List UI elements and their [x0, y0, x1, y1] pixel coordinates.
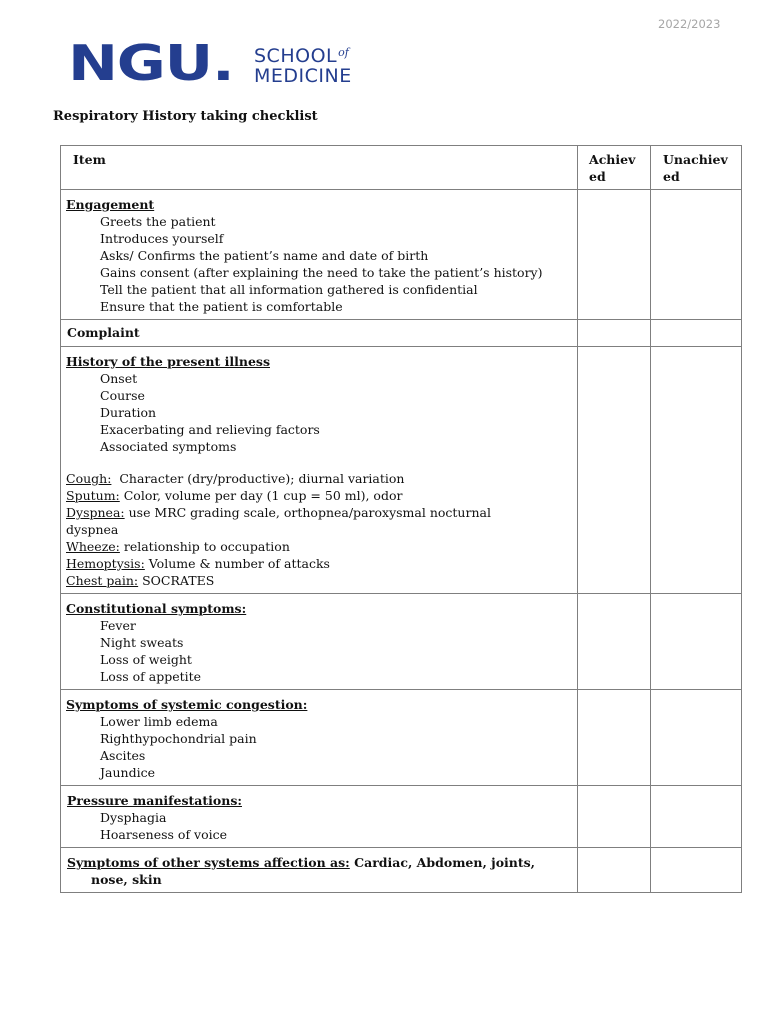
achieved-checkbox-cell[interactable] — [578, 690, 651, 786]
document-title: Respiratory History taking checklist — [53, 109, 318, 124]
achieved-checkbox-cell[interactable] — [578, 347, 651, 594]
logo-ngu-wordmark: NGU. — [68, 35, 234, 92]
unachieved-checkbox-cell[interactable] — [651, 190, 742, 320]
detail-text: SOCRATES — [138, 573, 215, 588]
unachieved-column-header: Unachiev ed — [651, 146, 742, 190]
list-item: Asks/ Confirms the patient’s name and date of birth — [100, 248, 429, 263]
logo-medicine: MEDICINE — [254, 65, 352, 87]
achieved-checkbox-cell[interactable] — [578, 190, 651, 320]
detail-item — [66, 572, 573, 589]
list-item: Hoarseness of voice — [100, 827, 228, 842]
unachieved-checkbox-cell[interactable] — [651, 848, 742, 893]
list-item: Associated symptoms — [100, 439, 237, 454]
unachieved-checkbox-cell[interactable] — [651, 690, 742, 786]
table-row-history-present-illness — [61, 347, 742, 594]
section-heading-complaint: Complaint — [67, 325, 140, 340]
achieved-checkbox-cell[interactable] — [578, 320, 651, 347]
list-item: Exacerbating and relieving factors — [100, 422, 320, 437]
detail-text: use MRC grading scale, orthopnea/paroxysmal nocturnal dyspnea — [66, 505, 491, 537]
table-row-pressure-manifestations — [61, 786, 742, 848]
detail-label: Chest pain: — [66, 573, 139, 588]
achieved-checkbox-cell[interactable] — [578, 848, 651, 893]
unachieved-checkbox-cell[interactable] — [651, 786, 742, 848]
section-heading-pressure: Pressure manifestations: — [67, 793, 242, 808]
list-item: Loss of appetite — [100, 669, 202, 684]
detail-item — [66, 487, 573, 504]
detail-text: relationship to occupation — [119, 539, 290, 554]
detail-item — [66, 538, 573, 555]
detail-text: Volume & number of attacks — [144, 556, 330, 571]
list-item: Lower limb edema — [100, 714, 218, 729]
table-row-other-systems — [61, 848, 742, 893]
detail-label: Dyspnea: — [66, 505, 125, 520]
list-item: Course — [100, 388, 145, 403]
list-item: Jaundice — [100, 765, 155, 780]
list-item: Righthypochondrial pain — [100, 731, 257, 746]
unachieved-checkbox-cell[interactable] — [651, 594, 742, 690]
achieved-checkbox-cell[interactable] — [578, 786, 651, 848]
achieved-checkbox-cell[interactable] — [578, 594, 651, 690]
section-heading-systemic-congestion: Symptoms of systemic congestion: — [66, 697, 308, 712]
list-item: Onset — [100, 371, 138, 386]
list-item: Greets the patient — [100, 214, 216, 229]
detail-item — [66, 504, 573, 538]
table-row-complaint — [61, 320, 742, 347]
achieved-column-header: Achiev ed — [578, 146, 651, 190]
list-item: Night sweats — [100, 635, 184, 650]
list-item: Introduces yourself — [100, 231, 224, 246]
logo-school: SCHOOL — [254, 45, 338, 67]
section-heading-hpi: History of the present illness — [66, 354, 270, 369]
table-row-systemic-congestion — [61, 690, 742, 786]
list-item: Loss of weight — [100, 652, 192, 667]
detail-text: Character (dry/productive); diurnal variation — [111, 471, 405, 486]
list-item: Fever — [100, 618, 136, 633]
logo-of: of — [338, 46, 349, 59]
item-column-header: Item — [61, 146, 578, 190]
academic-year: 2022/2023 — [658, 17, 721, 31]
detail-text: Color, volume per day (1 cup = 50 ml), odor — [119, 488, 403, 503]
unachieved-checkbox-cell[interactable] — [651, 320, 742, 347]
ngu-school-of-medicine-logo — [68, 35, 352, 92]
checklist-table — [60, 145, 742, 893]
detail-label: Sputum: — [66, 488, 120, 503]
detail-item — [66, 470, 573, 487]
other-systems-list: Cardiac, Abdomen, joints, — [349, 855, 536, 870]
detail-label: Wheeze: — [66, 539, 120, 554]
other-systems-list-cont: nose, skin — [91, 872, 162, 887]
unachieved-checkbox-cell[interactable] — [651, 347, 742, 594]
section-heading-constitutional: Constitutional symptoms: — [66, 601, 247, 616]
section-heading-engagement: Engagement — [66, 197, 155, 212]
table-row-constitutional — [61, 594, 742, 690]
detail-label: Cough: — [66, 471, 112, 486]
detail-item — [66, 555, 573, 572]
list-item: Tell the patient that all information gathered is confidential — [100, 282, 478, 297]
list-item: Ensure that the patient is comfortable — [100, 299, 343, 314]
list-item: Ascites — [100, 748, 146, 763]
table-row-engagement — [61, 190, 742, 320]
list-item: Duration — [100, 405, 157, 420]
list-item: Gains consent (after explaining the need to take the patient’s history) — [100, 265, 543, 280]
section-heading-other-systems: Symptoms of other systems affection as: — [67, 855, 350, 870]
table-header-row — [61, 146, 742, 190]
list-item: Dysphagia — [100, 810, 167, 825]
detail-label: Hemoptysis: — [66, 556, 145, 571]
